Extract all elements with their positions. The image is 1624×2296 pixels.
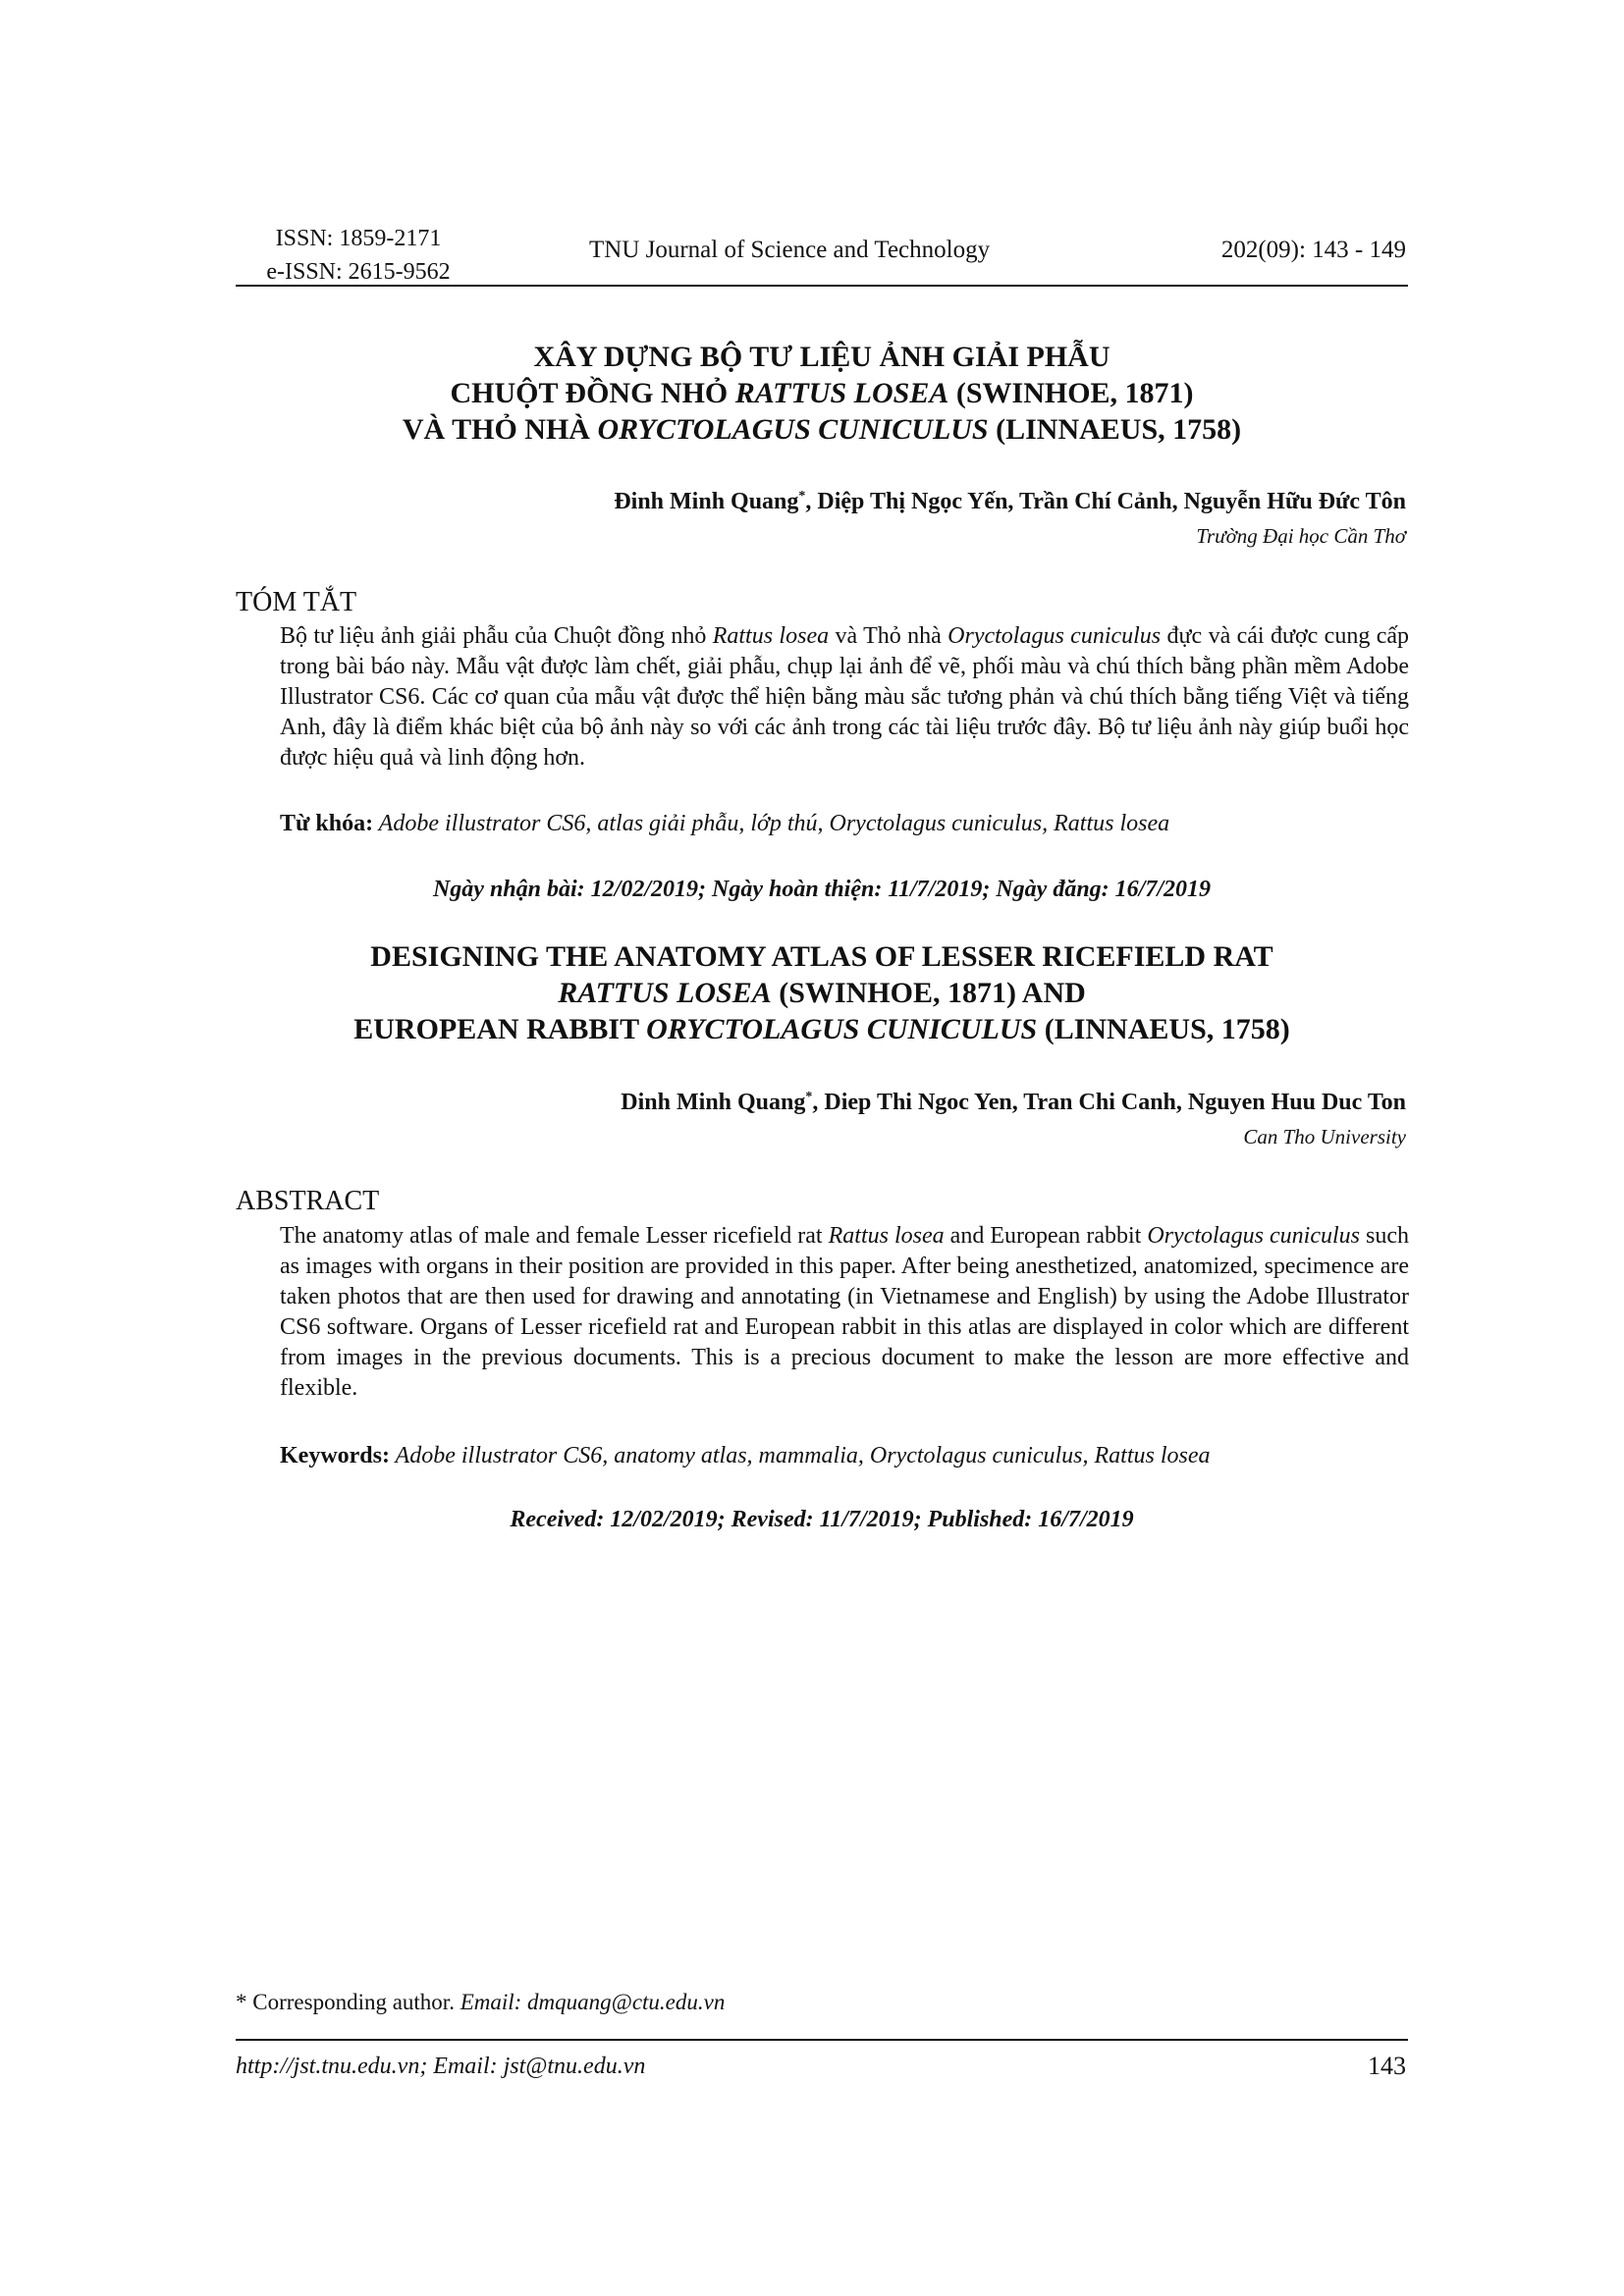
en-abstract-species2: Oryctolagus cuniculus [1147, 1223, 1360, 1249]
vn-title-line3-species: ORYCTOLAGUS CUNICULUS [597, 413, 989, 446]
vn-abstract-species2: Oryctolagus cuniculus [947, 623, 1162, 649]
vn-abstract [280, 621, 1409, 774]
header-divider [236, 285, 1408, 287]
en-abstract [280, 1221, 1409, 1404]
vn-title-line3 [236, 411, 1408, 448]
volume-pages: 202(09): 143 - 149 [1220, 237, 1406, 263]
en-abstract-part2: and European rabbit [944, 1223, 1148, 1249]
vn-title-line2-species: RATTUS LOSEA [734, 377, 949, 409]
en-keywords-list: Adobe illustrator CS6, anatomy atlas, mammalia, Oryctolagus cuniculus, Rattus losea [389, 1443, 1211, 1468]
corresponding-footnote [236, 1990, 725, 2015]
vn-affiliation: Trường Đại học Cần Thơ [1196, 524, 1406, 548]
vn-dates: Ngày nhận bài: 12/02/2019; Ngày hoàn thiện: 11/7/2019; Ngày đăng: 16/7/2019 [432, 877, 1212, 902]
en-title-line1: DESIGNING THE ANATOMY ATLAS OF LESSER RICEFIELD RAT [370, 940, 1273, 973]
footnote-email[interactable]: Email: dmquang@ctu.edu.vn [460, 1990, 726, 2014]
vn-author-first: Đinh Minh Quang [614, 489, 799, 514]
en-title-line2-author: (SWINHOE, 1871) AND [771, 977, 1086, 1009]
vn-author-mark: * [798, 489, 806, 504]
vn-abstract-part3: đực và cái được cung cấp trong bài báo này. Mẫu vật được làm chết, giải phẫu, chụp lại ảnh để vẽ, phối màu và chú thích bằng phần mềm Adobe Illustrator CS6. Các cơ quan của mẫu vật được thể hiện bằng màu sắc tương phản và chú thích bằng tiếng Việt và tiếng Anh, đây là điểm khác biệt của bộ ảnh này so với các ảnh trong các tài liệu trước đây. Bộ tư liệu ảnh này giúp buổi học được hiệu quả và linh động hơn. [280, 623, 1410, 771]
en-title [236, 938, 1408, 1047]
en-keywords-label: Keywords: [280, 1443, 390, 1468]
vn-abstract-species1: Rattus losea [712, 623, 830, 649]
journal-site-email[interactable]: http://jst.tnu.edu.vn; Email: jst@tnu.edu.vn [236, 2054, 646, 2079]
en-keywords [280, 1443, 1409, 1469]
vn-keywords-label: Từ khóa: [280, 811, 374, 836]
en-abstract-part3: such as images with organs in their position are provided in this paper. After being anesthetized, anatomized, specimence are taken photos that are then used for drawing and annotating (in Vietnamese and English) by using the Adobe Illustrator CS6 software. Organs of Lesser ricefield rat and European rabbit in this atlas are displayed in color which are different from images in the previous documents. This is a precious document to make the lesson are more effective and flexible. [280, 1223, 1410, 1401]
vn-title-line3-text: VÀ THỎ NHÀ [402, 413, 598, 446]
en-abstract-heading: ABSTRACT [236, 1186, 380, 1216]
en-title-line3-author: (LINNAEUS, 1758) [1037, 1013, 1290, 1045]
en-affiliation: Can Tho University [1243, 1125, 1406, 1148]
footer-divider [236, 2039, 1408, 2041]
issn-block [236, 222, 481, 289]
vn-keywords [280, 811, 1409, 837]
en-dates: Received: 12/02/2019; Revised: 11/7/2019; Published: 16/7/2019 [510, 1507, 1134, 1532]
vn-title-line2-author: (SWINHOE, 1871) [948, 377, 1194, 409]
vn-abstract-part1: Bộ tư liệu ảnh giải phẫu của Chuột đồng nhỏ [280, 623, 713, 649]
vn-title-line2 [236, 375, 1408, 411]
journal-name: TNU Journal of Science and Technology [589, 237, 991, 263]
en-abstract-species1: Rattus losea [828, 1223, 945, 1249]
eissn: e-ISSN: 2615-9562 [266, 259, 451, 285]
footnote-text: * Corresponding author. [236, 1990, 460, 2014]
en-title-line3-text: EUROPEAN RABBIT [353, 1013, 647, 1045]
en-abstract-part1: The anatomy atlas of male and female Lesser ricefield rat [280, 1223, 829, 1249]
vn-abstract-heading: TÓM TẮT [236, 587, 357, 617]
vn-abstract-part2: và Thỏ nhà [829, 623, 948, 649]
vn-keywords-list: Adobe illustrator CS6, atlas giải phẫu, lớp thú, Oryctolagus cuniculus, Rattus losea [373, 811, 1170, 836]
vn-title [236, 339, 1408, 448]
en-title-line3-species: ORYCTOLAGUS CUNICULUS [646, 1013, 1038, 1045]
vn-authors [614, 489, 1406, 515]
en-author-first: Dinh Minh Quang [621, 1090, 806, 1115]
en-title-line2-species: RATTUS LOSEA [558, 977, 772, 1009]
en-title-line2 [236, 975, 1408, 1011]
issn: ISSN: 1859-2171 [275, 226, 442, 251]
vn-title-line3-author: (LINNAEUS, 1758) [988, 413, 1242, 446]
en-title-line3 [236, 1011, 1408, 1047]
vn-author-rest: , Diệp Thị Ngọc Yến, Trần Chí Cảnh, Nguyễn Hữu Đức Tôn [805, 489, 1406, 514]
page-number: 143 [1368, 2052, 1406, 2080]
en-author-rest: , Diep Thi Ngoc Yen, Tran Chi Canh, Nguyen Huu Duc Ton [812, 1090, 1406, 1115]
en-authors [621, 1090, 1406, 1116]
en-author-mark: * [805, 1090, 813, 1104]
vn-title-line2-text: CHUỘT ĐỒNG NHỎ [450, 377, 735, 409]
vn-title-line1: XÂY DỰNG BỘ TƯ LIỆU ẢNH GIẢI PHẪU [533, 341, 1110, 373]
